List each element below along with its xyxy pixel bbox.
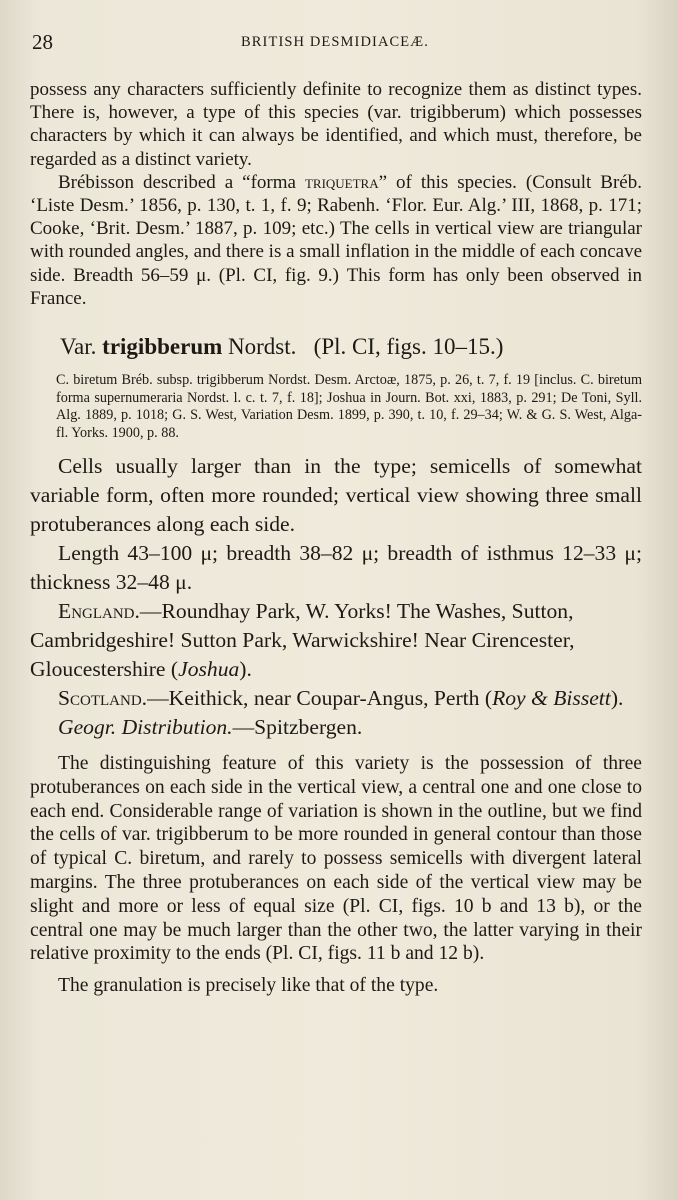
page-body — [30, 78, 642, 998]
geogr-label: Geogr. Distribution. — [58, 715, 233, 740]
variety-name: trigibberum — [102, 334, 223, 360]
forma-name: triquetra — [304, 171, 379, 193]
england-end: ). — [239, 657, 252, 682]
scotland-collector: Roy & Bissett — [492, 686, 611, 711]
discussion-paragraph: The distinguishing feature of this variety is the possession of three protuberances on each side in the vertical view, a central one and one close to each end. Considerable range of variation is shown in the outline, but we find the cells of var. trigibberum to be more rounded in general contour than those of typical C. biretum, and rarely to possess semicells with divergent lateral margins. The three protuberances on each side of the vertical view may be slight and more or less of equal size (Pl. CI, figs. 10 b and 13 b), or the central one may be much larger than the other two, the latter varying in their relative proximity to the ends (Pl. CI, figs. 11 b and 12 b). — [30, 753, 642, 965]
page-number: 28 — [32, 30, 53, 54]
running-head: BRITISH DESMIDIACEÆ. — [241, 34, 429, 50]
variety-heading — [60, 332, 642, 362]
scotland-end: ). — [610, 686, 624, 711]
scotland-text: —Keithick, near Coupar-Angus, Perth ( — [147, 686, 493, 711]
variety-authority: Nordst. — [228, 334, 297, 360]
closing-paragraph: The granulation is precisely like that of the type. — [58, 975, 439, 997]
locality-scotland — [30, 684, 642, 713]
description: Cells usually larger than in the type; semicells of somewhat variable form, often more rounded; vertical view showing three small protuberances along each side. — [30, 454, 642, 537]
synonymy-block: C. biretum Bréb. subsp. trigibberum Nordst. Desm. Arctoæ, 1875, p. 26, t. 7, f. 19 [inclus. C. biretum forma supernumeraria Nordst. l. c. t. 7, f. 18]; Joshua in Journ. Bot. xxi, 1883, p. 291; De Toni, Syll. Alg. 1889, p. 1018; G. S. West, Variation Desm. 1899, p. 390, t. 10, f. 29–34; W. & G. S. West, Alga-fl. Yorks. 1900, p. 88. — [56, 372, 642, 441]
variety-plate-ref: (Pl. CI, figs. 10–15.) — [313, 334, 504, 360]
page-header — [32, 30, 638, 58]
brebisson-paragraph — [30, 171, 642, 310]
scotland-label: Scotland. — [58, 686, 148, 711]
locality-england — [30, 597, 642, 684]
variety-prefix: Var. — [60, 334, 97, 360]
geographic-distribution — [30, 713, 642, 742]
intro-paragraph: possess any characters sufficiently definite to recognize them as distinct types. There is, however, a type of this species (var. trigibberum) which possesses characters by which it can always be identified, and which must, therefore, be regarded as a distinct variety. — [30, 79, 642, 170]
england-collector: Joshua — [178, 657, 240, 682]
measurements: Length 43–100 μ; breadth 38–82 μ; breadth of isthmus 12–33 μ; thickness 32–48 μ. — [30, 541, 642, 595]
england-text: —Roundhay Park, W. Yorks! The Washes, Sutton, Cambridgeshire! Sutton Park, Warwickshire! Near Cirencester, Gloucestershire ( — [30, 599, 575, 682]
brebisson-lead: Brébisson described a “forma — [58, 171, 305, 193]
geogr-text: —Spitzbergen. — [232, 715, 363, 740]
england-label: England. — [58, 599, 140, 624]
brebisson-rest: ” of this species. (Consult Bréb. ‘Liste Desm.’ 1856, p. 130, t. 1, f. 9; Rabenh. ‘Flor. Eur. Alg.’ III, 1868, p. 171; Cooke, ‘Brit. Desm.’ 1887, p. 109; etc.) The cells in vertical view are triangular with rounded angles, and there is a small inflation in the middle of each concave side. Breadth 56–59 μ. (Pl. CI, fig. 9.) This form has only been observed in France. — [30, 171, 642, 309]
